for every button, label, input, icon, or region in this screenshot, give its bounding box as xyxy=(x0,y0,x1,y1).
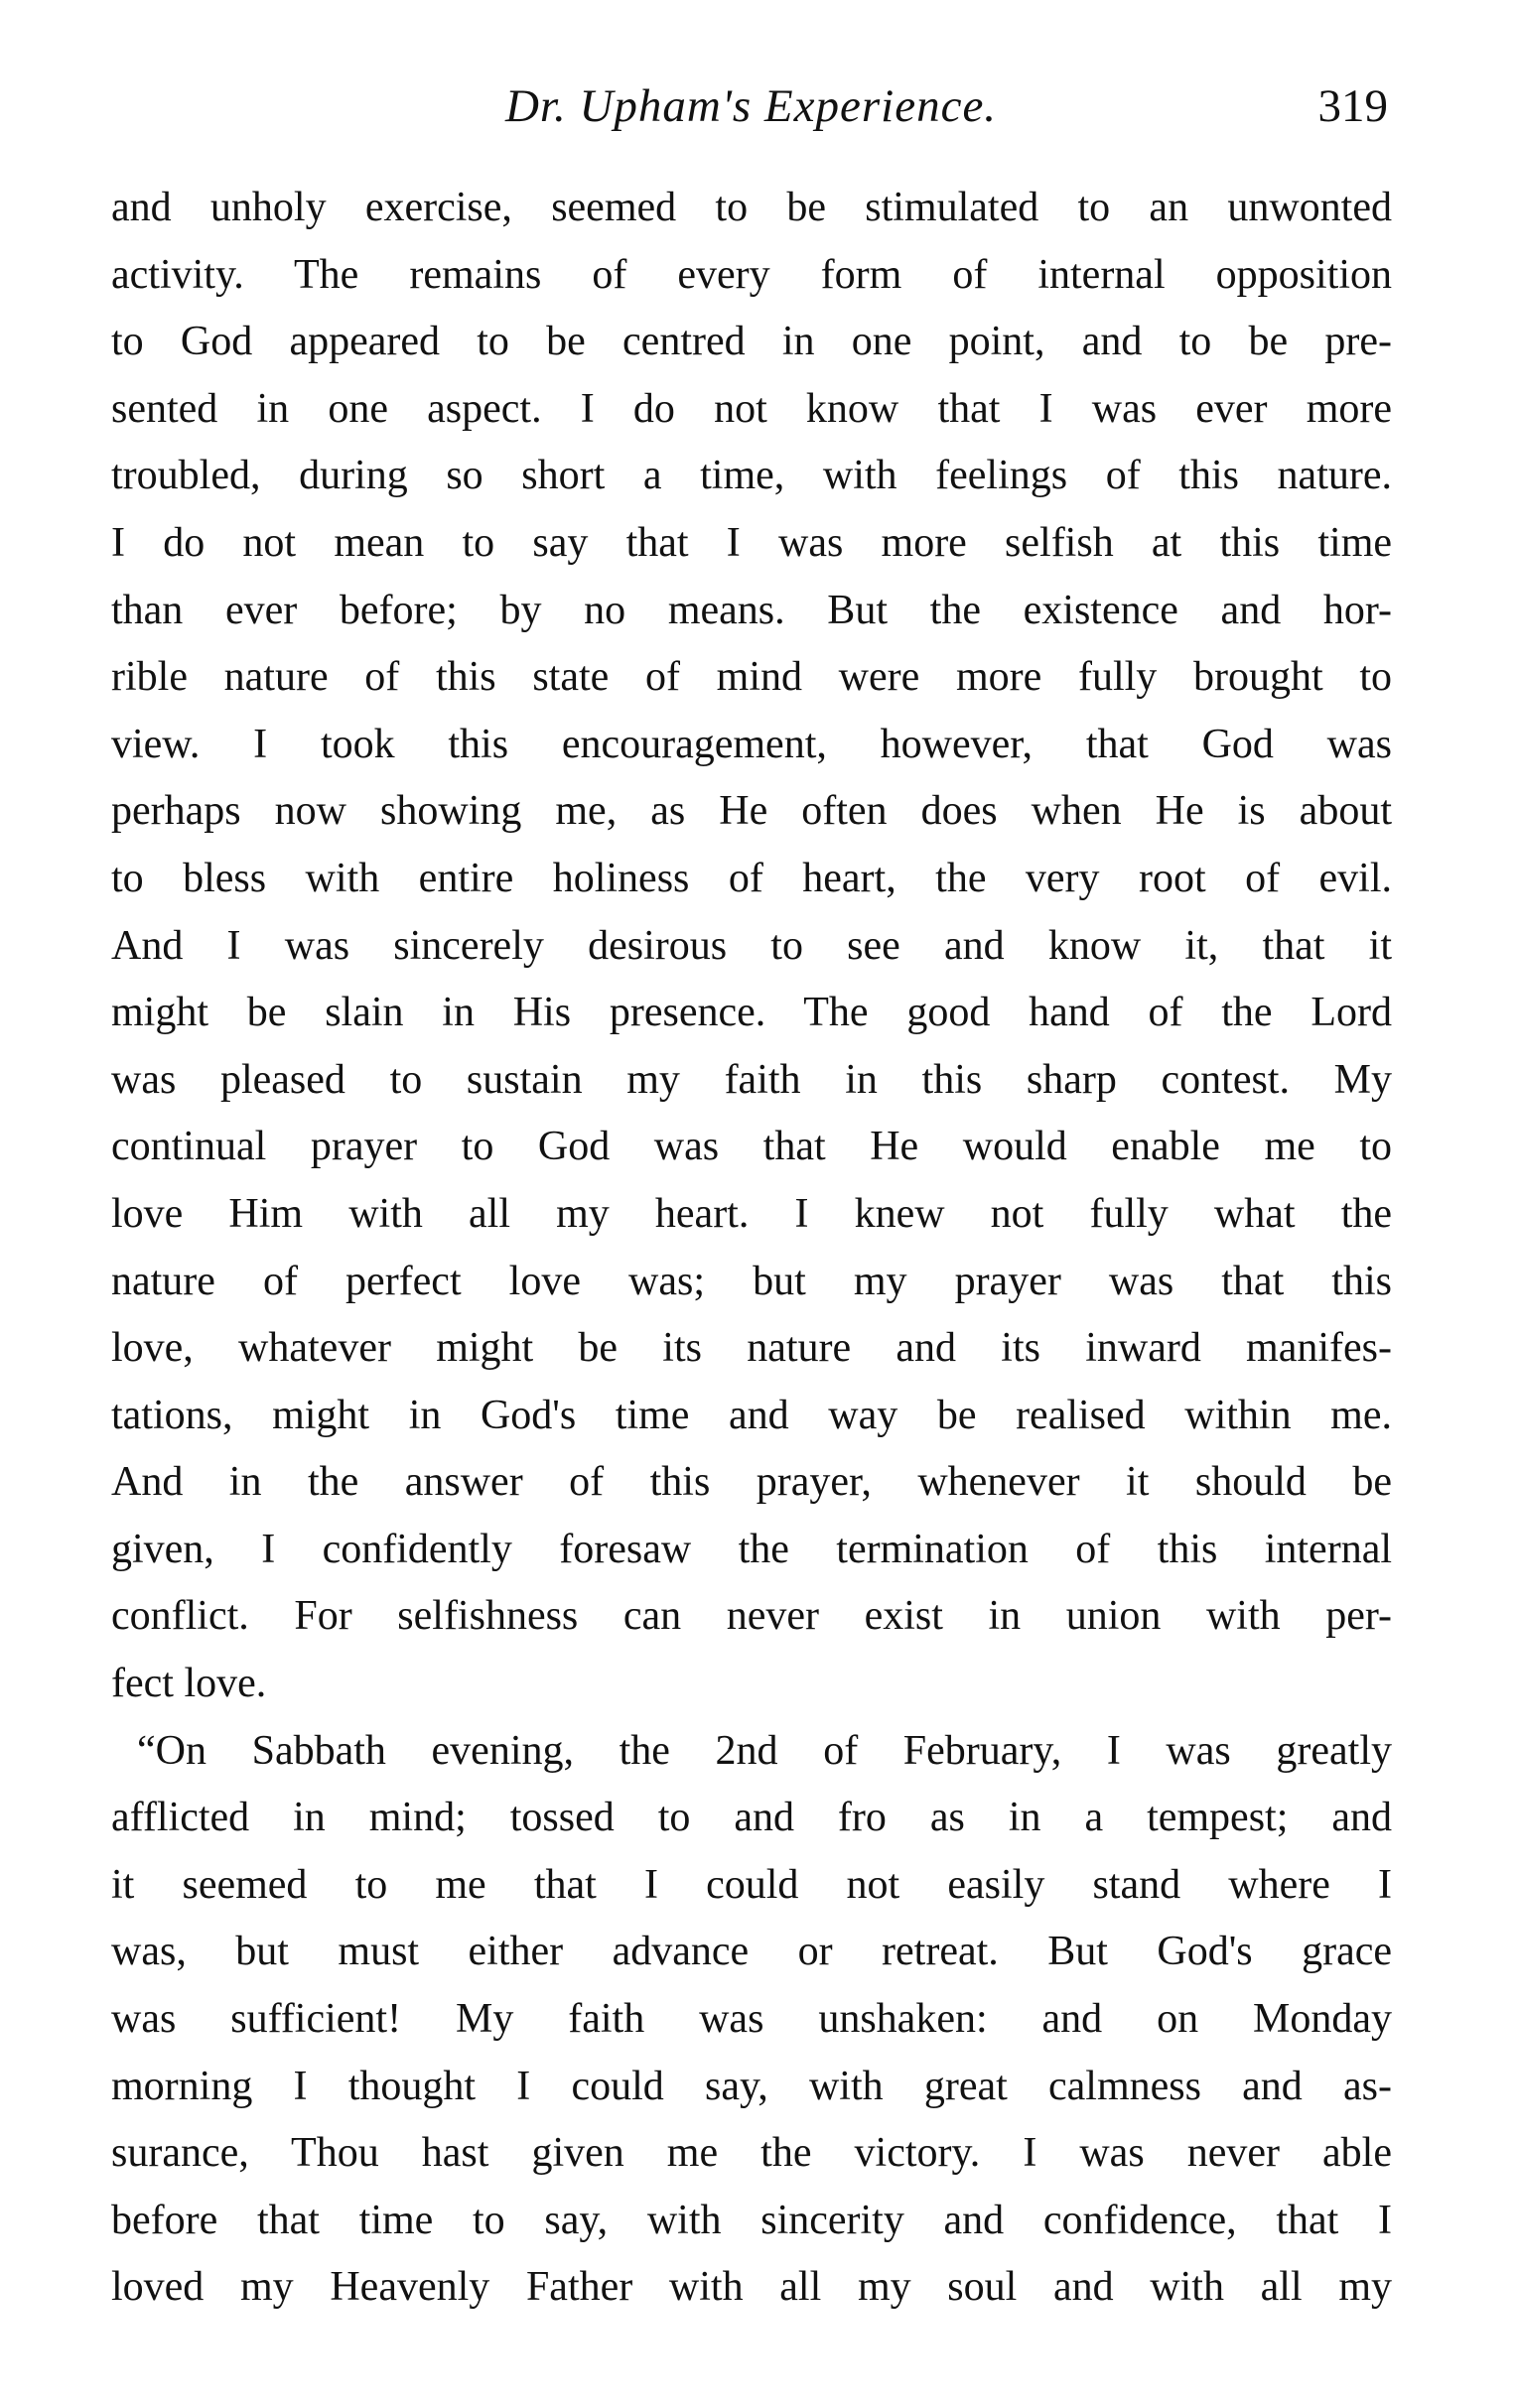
running-title: Dr. Upham's Experience. xyxy=(504,80,998,132)
paragraph xyxy=(111,1718,1392,2322)
text-line: view. I took this encouragement, however, that God was xyxy=(111,721,1392,767)
text-line: conflict. For selfishness can never exist in union with per- xyxy=(111,1593,1392,1640)
text-line: might be slain in His presence. The good hand of the Lord xyxy=(111,990,1392,1036)
text-line: was sufficient! My faith was unshaken: and on Monday xyxy=(111,1996,1392,2043)
paragraph xyxy=(111,175,1392,1718)
text-line: activity. The remains of every form of internal opposition xyxy=(111,251,1392,298)
text-line: and unholy exercise, seemed to be stimulated to an unwonted xyxy=(111,185,1392,230)
text-line: surance, Thou hast given me the victory. I was never able xyxy=(111,2130,1392,2177)
text-line: given, I confidently foresaw the termination of this internal xyxy=(111,1526,1392,1572)
text-line: troubled, during so short a time, with feelings of this nature. xyxy=(111,453,1392,499)
text-line: afflicted in mind; tossed to and fro as in a tempest; and xyxy=(111,1795,1392,1841)
body-text xyxy=(111,175,1392,2322)
text-line: And I was sincerely desirous to see and know it, that it xyxy=(111,922,1392,969)
text-line: I do not mean to say that I was more selfish at this time xyxy=(111,519,1392,566)
text-line: sented in one aspect. I do not know that I was ever more xyxy=(111,385,1392,432)
text-line: perhaps now showing me, as He often does when He is about xyxy=(111,788,1392,835)
text-line: continual prayer to God was that He would enable me to xyxy=(111,1124,1392,1170)
text-line: tations, might in God's time and way be realised within me. xyxy=(111,1392,1392,1438)
text-line: “On Sabbath evening, the 2nd of February, I was greatly xyxy=(137,1727,1392,1774)
text-line: before that time to say, with sincerity and confidence, that I xyxy=(111,2197,1392,2243)
text-line: it seemed to me that I could not easily stand where I xyxy=(111,1861,1392,1908)
text-line: was pleased to sustain my faith in this sharp contest. My xyxy=(111,1056,1392,1103)
text-line: love Him with all my heart. I knew not fully what the xyxy=(111,1190,1392,1237)
text-line: to bless with entire holiness of heart, the very root of evil. xyxy=(111,855,1392,901)
text-line: love, whatever might be its nature and its inward manifes- xyxy=(111,1325,1392,1372)
text-line: was, but must either advance or retreat. But God's grace xyxy=(111,1929,1392,1975)
page-number: 319 xyxy=(1317,80,1388,132)
text-line: And in the answer of this prayer, whenever it should be xyxy=(111,1459,1392,1506)
text-line: than ever before; by no means. But the existence and hor- xyxy=(111,587,1392,633)
text-line: loved my Heavenly Father with all my soul and with all my xyxy=(111,2264,1392,2311)
text-line: morning I thought I could say, with great calmness and as- xyxy=(111,2063,1392,2109)
text-line: fect love. xyxy=(111,1661,267,1707)
text-line: to God appeared to be centred in one point, and to be pre- xyxy=(111,319,1392,365)
text-line: nature of perfect love was; but my prayer was that this xyxy=(111,1258,1392,1304)
text-line: rible nature of this state of mind were more fully brought to xyxy=(111,654,1392,701)
running-head xyxy=(114,71,1388,141)
